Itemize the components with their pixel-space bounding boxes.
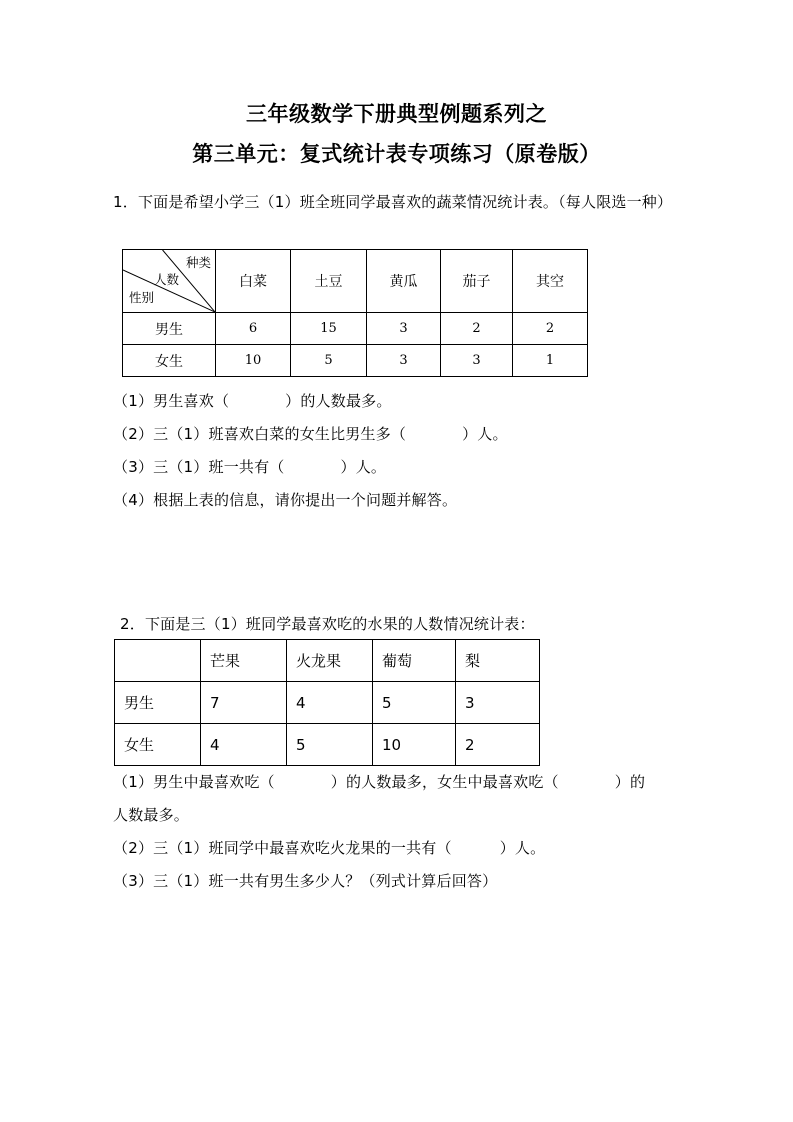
column-header-cell: 芒果 (201, 640, 287, 682)
table-row (115, 724, 540, 766)
data-cell: 1 (513, 345, 588, 377)
column-header-cell: 黄瓜 (367, 250, 441, 313)
subquestion-text: （1）男生中最喜欢吃（ (113, 773, 275, 791)
row-label-cell: 女生 (123, 345, 216, 377)
column-header-cell: 土豆 (291, 250, 367, 313)
question-2-intro (120, 608, 700, 641)
subquestion-text: ）的 (614, 773, 646, 791)
question-2-intro-text: 2．下面是三（1）班同学最喜欢吃的水果的人数情况统计表： (120, 615, 535, 633)
data-cell: 5 (287, 724, 373, 766)
data-cell: 2 (513, 313, 588, 345)
subquestion-2-1 (113, 766, 733, 799)
row-label-cell: 女生 (115, 724, 201, 766)
subquestion-text: ）的人数最多。 (285, 392, 392, 410)
corner-label-gender: 性别 (129, 290, 155, 305)
column-header-cell: 白菜 (216, 250, 291, 313)
data-cell: 3 (367, 345, 441, 377)
question-1-subquestions (113, 385, 713, 517)
data-cell: 4 (287, 682, 373, 724)
question-2-subquestions (113, 766, 733, 898)
subquestion-2-2 (113, 832, 733, 865)
question-1-intro-text: 1．下面是希望小学三（1）班全班同学最喜欢的蔬菜情况统计表。（每人限选一种） (113, 193, 673, 211)
subquestion-1-3 (113, 451, 713, 484)
data-cell: 15 (291, 313, 367, 345)
data-cell: 3 (441, 345, 513, 377)
subquestion-text: ）人。 (499, 839, 546, 857)
data-cell: 10 (216, 345, 291, 377)
subquestion-text: ）人。 (462, 425, 508, 443)
subquestion-2-1-cont: 人数最多。 (113, 806, 190, 824)
title-line-1: 三年级数学下册典型例题系列之 (246, 102, 547, 126)
column-header-cell: 茄子 (441, 250, 513, 313)
column-header-cell: 火龙果 (287, 640, 373, 682)
data-cell: 7 (201, 682, 287, 724)
column-header-cell: 其空 (513, 250, 588, 313)
table-row (123, 345, 588, 377)
empty-corner-cell (115, 640, 201, 682)
data-cell: 3 (367, 313, 441, 345)
corner-label-count: 人数 (154, 272, 180, 287)
data-cell: 3 (456, 682, 540, 724)
data-cell: 2 (456, 724, 540, 766)
data-cell: 5 (291, 345, 367, 377)
data-cell: 10 (373, 724, 456, 766)
table-row (123, 313, 588, 345)
subquestion-text: ）人。 (340, 458, 387, 476)
table-header-row (123, 250, 588, 313)
corner-label-category: 种类 (185, 255, 211, 270)
column-header-cell: 梨 (456, 640, 540, 682)
row-label-cell: 男生 (123, 313, 216, 345)
subquestion-1-1 (113, 385, 713, 418)
data-cell: 2 (441, 313, 513, 345)
subquestion-text: （3）三（1）班一共有（ (113, 458, 285, 476)
data-cell: 4 (201, 724, 287, 766)
diagonal-header-cell (123, 250, 216, 313)
question-1-intro (113, 186, 693, 219)
subquestion-text: （2）三（1）班喜欢白菜的女生比男生多（ (113, 425, 407, 443)
table-row (115, 682, 540, 724)
column-header-cell: 葡萄 (373, 640, 456, 682)
title-line-2: 第三单元：复式统计表专项练习（原卷版） (192, 142, 601, 166)
subquestion-1-2 (113, 418, 713, 451)
vegetable-statistics-table (122, 249, 588, 377)
subquestion-2-3: （3）三（1）班一共有男生多少人？（列式计算后回答） (113, 872, 498, 890)
subquestion-text: ）的人数最多，女生中最喜欢吃（ (330, 773, 559, 791)
subquestion-text: （1）男生喜欢（ (113, 392, 230, 410)
data-cell: 6 (216, 313, 291, 345)
row-label-cell: 男生 (115, 682, 201, 724)
subquestion-text: （2）三（1）班同学中最喜欢吃火龙果的一共有（ (113, 839, 452, 857)
subquestion-1-4: （4）根据上表的信息，请你提出一个问题并解答。 (113, 491, 458, 509)
page-title (0, 94, 793, 174)
fruit-statistics-table (114, 639, 540, 766)
table-header-row (115, 640, 540, 682)
data-cell: 5 (373, 682, 456, 724)
